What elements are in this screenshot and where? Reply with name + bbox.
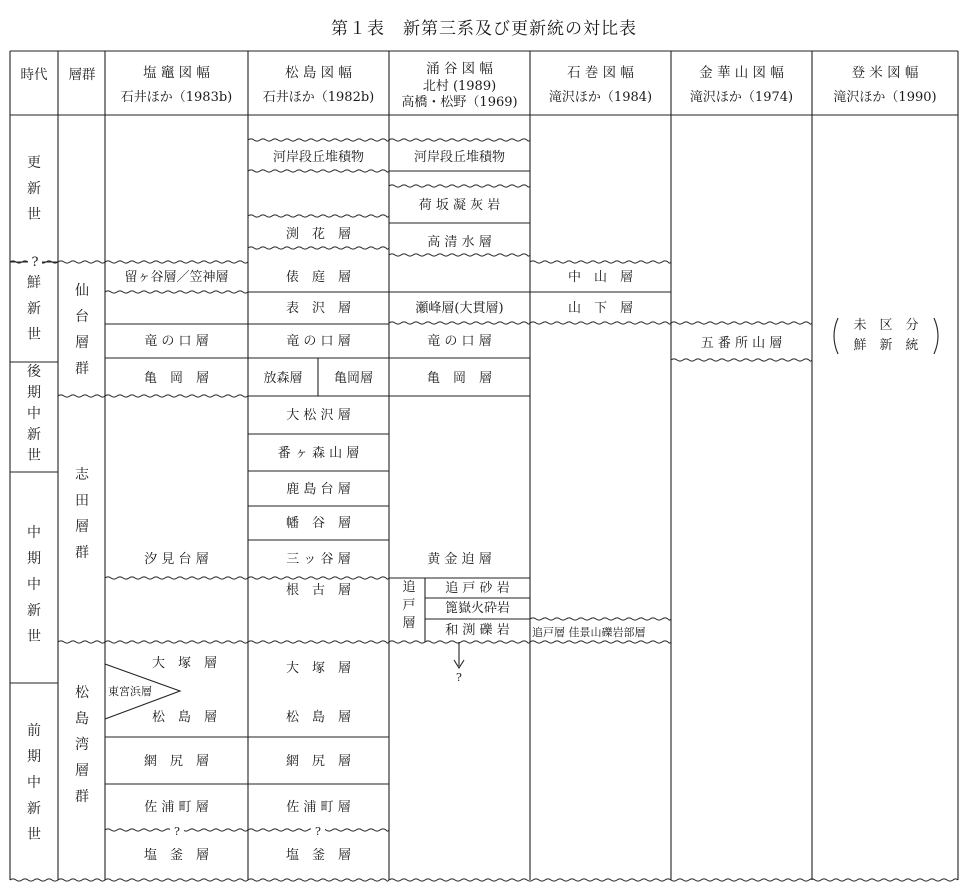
header-kinkasan-author: 滝沢ほか（1974) xyxy=(689,90,794,105)
matsushima-hatagaya: 幡 谷 層 xyxy=(285,516,351,531)
unconformity-line xyxy=(58,261,105,263)
unconformity-line xyxy=(389,879,958,881)
toyoma-line2: 鮮 新 統 xyxy=(853,338,919,353)
wakuya-sasagatake: 篦嶽火砕岩 xyxy=(444,601,510,616)
group-sendai: 仙 台 層 群 xyxy=(75,283,89,377)
unconformity-line xyxy=(248,139,389,141)
wakuya-kameoka: 亀 岡 層 xyxy=(426,371,492,386)
wakuya-kagan: 河岸段丘堆積物 xyxy=(413,150,505,165)
matsushima-kameoka: 亀岡層 xyxy=(333,371,373,386)
header-wakuya-name: 涌 谷 図 幅 xyxy=(426,61,493,77)
ishinomaki-oppe: 追戸層 佳景山礫岩部層 xyxy=(532,626,646,639)
era-early-miocene: 前 期 中 新 世 xyxy=(27,723,41,843)
unconformity-line xyxy=(671,359,812,361)
header-era: 時代 xyxy=(20,67,48,83)
header-ishinomaki-author: 滝沢ほか（1984) xyxy=(548,90,653,105)
shiogama-shiogama: 塩 釜 層 xyxy=(143,848,209,863)
unconformity-line xyxy=(105,577,248,579)
matsushima-matsushima: 松 島 層 xyxy=(285,710,351,725)
group-matsushimawan: 松 島 湾 層 群 xyxy=(75,685,89,805)
matsushima-omatsuzawa: 大 松 沢 層 xyxy=(286,408,351,423)
unconformity-line xyxy=(248,641,389,643)
toyoma-undivided xyxy=(830,316,942,356)
header-kinkasan-name: 金 華 山 図 幅 xyxy=(699,65,784,81)
unconformity-line xyxy=(105,395,248,397)
matsushima-kashimadai: 鹿 島 台 層 xyxy=(286,482,351,497)
matsushima-saura: 佐 浦 町 層 xyxy=(286,800,351,815)
matsushima-fuchibana: 渕 花 層 xyxy=(285,227,351,242)
header-matsushima-name: 松 島 図 幅 xyxy=(285,65,352,81)
wakuya-tatsunokuchi: 竜 の 口 層 xyxy=(427,334,492,349)
shiogama-tomegaya: 留ヶ谷層／笠神層 xyxy=(124,270,229,285)
matsushima-tatsunokuchi: 竜 の 口 層 xyxy=(286,334,351,349)
shiogama-amishiri: 網 尻 層 xyxy=(143,754,209,769)
era-boundary-question: ? xyxy=(28,255,42,270)
shiogama-otsuka: 大 塚 層 xyxy=(152,656,218,671)
header-shiogama-name: 塩 竈 図 幅 xyxy=(143,65,210,81)
shiogama-matsushima: 松 島 層 xyxy=(152,710,218,725)
unconformity-line xyxy=(248,170,389,172)
shiogama-higashimiyahama: 東宮浜層 xyxy=(108,685,152,698)
matsushima-tawaraniwa: 俵 庭 層 xyxy=(285,270,351,285)
matsushima-amishiri: 網 尻 層 xyxy=(285,754,351,769)
header-shiogama-author: 石井ほか（1983b) xyxy=(120,90,233,105)
header-group: 層群 xyxy=(68,67,96,83)
unconformity-line xyxy=(530,261,671,263)
wakuya-wabuchi: 和 渕 礫 岩 xyxy=(445,623,510,638)
shiogama-saura: 佐 浦 町 層 xyxy=(144,800,209,815)
table-title: 第１表 新第三系及び更新統の対比表 xyxy=(331,19,637,39)
kinkasan-gobanshoyama: 五 番 所 山 層 xyxy=(700,336,783,351)
toyoma-line1: 未 区 分 xyxy=(853,318,919,333)
unconformity-line xyxy=(248,215,389,217)
shiogama-tatsunokuchi: 竜 の 口 層 xyxy=(144,334,209,349)
header-wakuya-author1: 北村 (1989) xyxy=(422,79,497,94)
wakuya-koganehasama: 黄 金 迫 層 xyxy=(427,552,492,567)
shiogama-shiomidai: 汐 見 台 層 xyxy=(144,552,209,567)
era-pleistocene: 更 新 世 xyxy=(27,155,41,223)
matsushima-shiogama: 塩 釜 層 xyxy=(285,848,351,863)
era-pliocene: 鮮 新 世 xyxy=(27,275,41,343)
matsushima-hanamori: 放森層 xyxy=(263,371,303,386)
matsushima-kagan: 河岸段丘堆積物 xyxy=(272,150,364,165)
matsushima-omotesawa: 表 沢 層 xyxy=(285,301,351,316)
wakuya-oppe-group: 追 戸 層 xyxy=(402,580,416,631)
unconformity-line xyxy=(105,291,248,293)
unconformity-line xyxy=(105,879,248,881)
wakuya-semine: 瀬峰層(大貫層) xyxy=(415,301,504,316)
era-middle-miocene: 中 期 中 新 世 xyxy=(27,525,41,645)
unconformity-line xyxy=(389,254,530,256)
unconformity-line xyxy=(105,641,248,643)
matsushima-mitsuya: 三 ッ 谷 層 xyxy=(286,552,351,567)
header-toyoma-author: 滝沢ほか（1990) xyxy=(833,90,937,105)
unconformity-line xyxy=(248,247,389,249)
unconformity-line xyxy=(248,577,389,579)
wakuya-nisaka: 荷 坂 凝 灰 岩 xyxy=(418,198,501,213)
header-wakuya-author2: 高橋・松野（1969) xyxy=(401,95,518,110)
matsushima-neko: 根 古 層 xyxy=(285,583,351,598)
shiogama-question: ? xyxy=(170,824,184,839)
unconformity-line xyxy=(248,879,389,881)
unconformity-line xyxy=(530,641,671,643)
unconformity-line xyxy=(58,395,105,397)
header-ishinomaki-name: 石 巻 図 幅 xyxy=(567,65,634,81)
unconformity-line xyxy=(530,322,671,324)
unconformity-line xyxy=(389,322,530,324)
header-matsushima-author: 石井ほか（1982b) xyxy=(262,90,375,105)
shiogama-kameoka: 亀 岡 層 xyxy=(143,371,209,386)
unconformity-line xyxy=(389,185,530,187)
matsushima-otsuka: 大 塚 層 xyxy=(285,661,351,676)
ishinomaki-yamashita: 山 下 層 xyxy=(567,301,633,316)
unconformity-line xyxy=(58,641,105,643)
matsushima-question: ? xyxy=(311,824,325,839)
wakuya-oppe-sandstone: 追 戸 砂 岩 xyxy=(445,581,510,596)
group-shida: 志 田 層 群 xyxy=(75,467,89,561)
era-late-miocene: 後 期 中 新 世 xyxy=(27,364,41,464)
ishinomaki-nakayama: 中 山 層 xyxy=(567,270,633,285)
wakuya-takashimizu: 高 清 水 層 xyxy=(427,235,492,250)
unconformity-line xyxy=(105,261,248,263)
wakuya-question: ? xyxy=(456,671,462,684)
unconformity-line xyxy=(671,322,812,324)
matsushima-bangamoriyama: 番 ヶ 森 山 層 xyxy=(277,446,360,461)
unconformity-line xyxy=(530,618,671,620)
unconformity-line xyxy=(389,139,530,141)
header-toyoma-name: 登 米 図 幅 xyxy=(851,65,919,81)
